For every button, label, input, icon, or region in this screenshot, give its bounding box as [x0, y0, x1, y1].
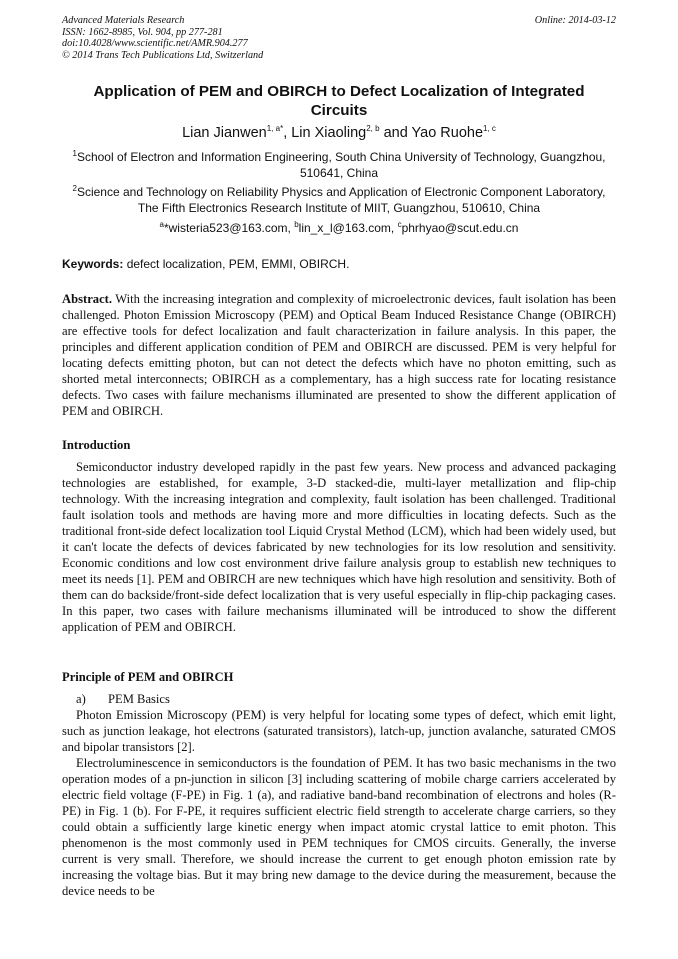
keywords — [62, 257, 616, 272]
email-sup: b — [294, 220, 299, 229]
abstract-text: With the increasing integration and complexity of microelectronic devices, fault isolation has been challenged. Photon Emission Microscopy (PEM) and Optical Beam Induced Resistance Change (OBIRCH) are effective tools for defect localization and fault characterization in failure analysis. In this paper, the principles and different application condition of PEM and OBIRCH are discussed. PEM is very helpful for locating defects emitting photon, but can not detect the defects which have no photon emitting, such as shorted metal interconnects; OBIRCH as a complementary, has a high success rate for locating resistance defects. Two cases with failure mechanisms illuminated are presented to show the different application of PEM and OBIRCH. — [62, 292, 616, 418]
affiliation-1 — [70, 149, 608, 181]
paragraph: Electroluminescence in semiconductors is the foundation of PEM. It has two basic mechanisms in the two operation modes of a pn-junction in silicon [3] including scattering of mobile charge carriers accelerated by electric field voltage (F-PE) in Fig. 1 (a), and radiative band-band recombination of electrons and holes (R-PE) in Fig. 1 (b). For F-PE, it requires sufficient electric field strength to accelerate charge carriers, so they could obtain a sufficiently large kinetic energy when impact atomic crystal lattice to emit photon. This phenomenon is the most commonly used in PEM techniques for CMOS circuits. Generally, the inverse current is very small. Therefore, we should increase the current to get enough photon emission rate by increasing the voltage bias. But it may bring new damage to the device during the measurement, because the device needs to be — [62, 756, 616, 898]
email-sup: c — [397, 220, 402, 229]
author-sup: 1, c — [483, 124, 496, 134]
affiliation-text: School of Electron and Information Engineering, South China University of Technology, Guangzhou, 510641, China — [76, 150, 606, 180]
doi-line: doi:10.4028/www.scientific.net/AMR.904.277 — [62, 38, 248, 50]
affiliation-sup: 1 — [72, 149, 77, 158]
introduction-body — [62, 459, 616, 635]
journal-header — [62, 15, 616, 61]
affiliation-sup: 2 — [72, 184, 77, 193]
author-sup: 2, b — [366, 124, 380, 134]
keywords-text: defect localization, PEM, EMMI, OBIRCH. — [123, 257, 350, 271]
author-name: , Lin Xiaoling — [283, 125, 367, 141]
subsection-label: a) — [76, 692, 86, 706]
author-list — [60, 124, 618, 142]
author-name: and Yao Ruohe — [379, 125, 484, 141]
online-date: Online: 2014-03-12 — [534, 15, 616, 26]
keywords-label: Keywords: — [62, 257, 124, 271]
paragraph: Semiconductor industry developed rapidly in the past few years. New process and advanced packaging technologies are established, for example, 3-D stacked-die, multi-layer metallization and flip-chip technology. With the increasing integration and complexity, fault isolation has been challenged. Traditional fault isolation tools and methods are having more and more difficulties in locating defects. Such as the traditional front-side defect localization tool Liquid Crystal Method (LCM), which had been widely used, but it can't locate the defects of devices fabricated by new technologies for its low resolution and sensitivity. Economic conditions and low cost environment drive failure analysis group to establish new techniques to meet its needs [1]. PEM and OBIRCH are new techniques which have high resolution and sensitivity. Both of them can do backside/front-side defect localization that is very useful especially in flip-chip packaging cases. In this paper, two cases with failure mechanisms illuminated will be introduced to show the different application of PEM and OBIRCH. — [62, 460, 616, 634]
author-emails — [70, 221, 608, 236]
copyright-line: © 2014 Trans Tech Publications Ltd, Switzerland — [62, 49, 264, 61]
affiliation-2 — [70, 184, 608, 216]
principle-body — [62, 691, 616, 899]
affiliation-text: Science and Technology on Reliability Physics and Application of Electronic Component Laboratory, The Fifth Electronics Research Institute of MIIT, Guangzhou, 510610, China — [76, 185, 606, 215]
subsection-heading — [62, 691, 616, 707]
email-b: lin_x_l@163.com, — [298, 221, 398, 235]
section-heading-introduction: Introduction — [62, 438, 131, 452]
abstract-label: Abstract. — [62, 292, 113, 306]
section-heading-principle: Principle of PEM and OBIRCH — [62, 670, 234, 684]
journal-name: Advanced Materials Research — [62, 15, 185, 26]
email-a: *wisteria523@163.com, — [163, 221, 295, 235]
issn-line: ISSN: 1662-8985, Vol. 904, pp 277-281 — [62, 26, 223, 38]
abstract — [62, 291, 616, 419]
email-c: phrhyao@scut.edu.cn — [401, 221, 519, 235]
author-sup: 1, a* — [266, 124, 284, 134]
subsection-title: PEM Basics — [108, 692, 170, 706]
author-name: Lian Jianwen — [182, 125, 267, 141]
paper-title: Application of PEM and OBIRCH to Defect Localization of Integrated Circuits — [93, 83, 585, 119]
paragraph: Photon Emission Microscopy (PEM) is very helpful for locating some types of defect, which emit light, such as junction leakage, hot electrons (saturated transistors), latch-up, junction avalanche, saturated CMOS and bipolar transistors [2]. — [62, 708, 616, 754]
email-sup: a — [159, 220, 164, 229]
